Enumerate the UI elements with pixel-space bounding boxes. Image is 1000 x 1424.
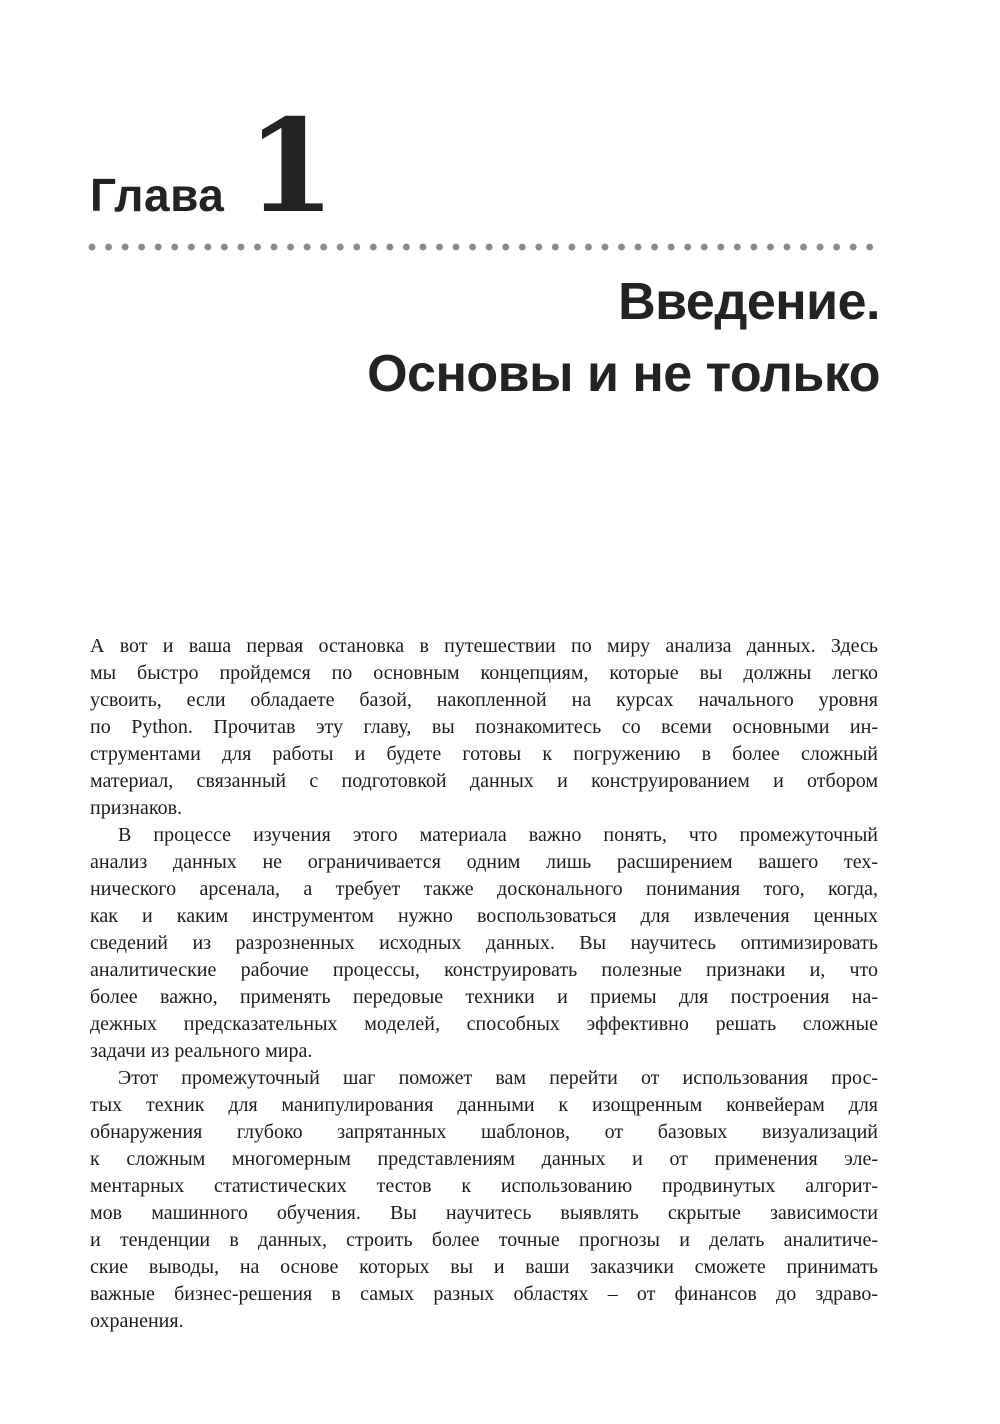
chapter-title-line2: Основы и не только	[367, 345, 880, 403]
text-line: нического арсенала, а требует также досконального понимания того, когда,	[90, 878, 878, 900]
text-line: и тенденции в данных, строить более точные прогнозы и делать аналитиче-	[90, 1229, 878, 1251]
text-line: по Python. Прочитав эту главу, вы познакомитесь со всеми основными ин-	[90, 716, 878, 738]
chapter-title	[90, 266, 880, 410]
text-line: задачи из реального мира.	[90, 1040, 313, 1062]
text-line: охранения.	[90, 1310, 184, 1332]
text-line: тых техник для манипулирования данными к изощренным конвейерам для	[90, 1094, 878, 1116]
text-line: струментами для работы и будете готовы к погружению в более сложный	[90, 743, 878, 765]
text-line: Этот промежуточный шаг поможет вам перейти от использования прос-	[118, 1067, 878, 1089]
text-line: ментарных статистических тестов к использованию продвинутых алгорит-	[90, 1175, 878, 1197]
chapter-header	[90, 92, 336, 242]
chapter-number: 1	[246, 92, 336, 242]
dotted-divider	[88, 243, 882, 251]
chapter-title-line1: Введение.	[618, 273, 880, 331]
text-line: к сложным многомерным представлениям данных и от применения эле-	[90, 1148, 878, 1170]
text-line: аналитические рабочие процессы, конструировать полезные признаки и, что	[90, 959, 878, 981]
chapter-label: Глава	[90, 169, 225, 221]
paragraph	[90, 633, 878, 822]
text-line: мов машинного обучения. Вы научитесь выявлять скрытые зависимости	[90, 1202, 878, 1224]
paragraph	[90, 1065, 878, 1335]
text-line: более важно, применять передовые техники и приемы для построения на-	[90, 986, 878, 1008]
text-line: обнаружения глубоко запрятанных шаблонов, от базовых визуализаций	[90, 1121, 878, 1143]
text-line: анализ данных не ограничивается одним лишь расширением вашего тех-	[90, 851, 878, 873]
text-line: мы быстро пройдемся по основным концепциям, которые вы должны легко	[90, 662, 878, 684]
text-line: как и каким инструментом нужно воспользоваться для извлечения ценных	[90, 905, 878, 927]
text-line: ские выводы, на основе которых вы и ваши заказчики сможете принимать	[90, 1256, 878, 1278]
text-line: важные бизнес-решения в самых разных областях – от финансов до здраво-	[90, 1283, 878, 1305]
text-line: В процессе изучения этого материала важно понять, что промежуточный	[118, 824, 878, 846]
body-text	[90, 633, 878, 1335]
text-line: усвоить, если обладаете базой, накопленной на курсах начального уровня	[90, 689, 878, 711]
text-line: А вот и ваша первая остановка в путешествии по миру анализа данных. Здесь	[90, 635, 878, 657]
text-line: признаков.	[90, 797, 183, 819]
text-line: дежных предсказательных моделей, способных эффективно решать сложные	[90, 1013, 878, 1035]
text-line: материал, связанный с подготовкой данных и конструированием и отбором	[90, 770, 878, 792]
text-line: сведений из разрозненных исходных данных. Вы научитесь оптимизировать	[90, 932, 878, 954]
paragraph	[90, 822, 878, 1065]
